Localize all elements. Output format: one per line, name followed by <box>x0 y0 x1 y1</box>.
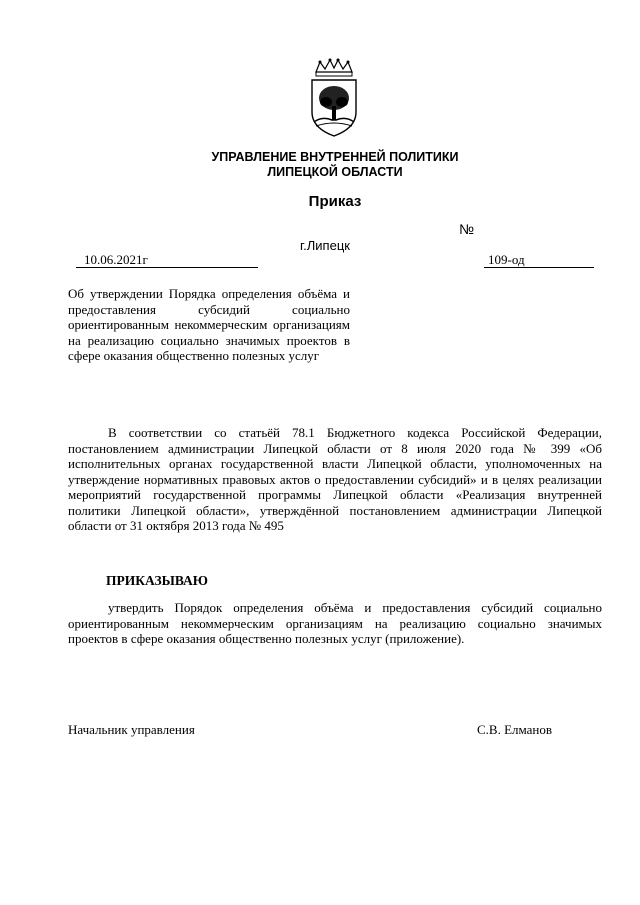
signatory-position: Начальник управления <box>68 722 195 737</box>
order-keyword: ПРИКАЗЫВАЮ <box>106 573 208 588</box>
coat-of-arms-icon <box>302 58 366 138</box>
resolution-paragraph: утвердить Порядок определения объёма и предоставления субсидий социально ориентированным некоммерческим организациям на реализацию социально значимых проектов в сфере оказания общественно полезных услуг (приложение). <box>68 600 602 646</box>
city-label: г.Липецк <box>300 238 350 253</box>
signatory-name: С.В. Елманов <box>477 722 553 737</box>
document-number: 109-од <box>484 252 594 268</box>
number-sign: № <box>459 221 475 237</box>
document-type-title: Приказ <box>308 193 362 210</box>
organization-name-line2: ЛИПЕЦКОЙ ОБЛАСТИ <box>267 165 403 179</box>
preamble-paragraph: В соответствии со статьёй 78.1 Бюджетного кодекса Российской Федерации, постановлением администрации Липецкой области от 8 июля 2020 года № 399 «Об исполнительных органах государственной власти Липецкой области, уполномоченных на утверждение нормативных правовых актов о предоставлении субсидий» и в целях реализации мероприятий государственной программы Липецкой области «Реализация внутренней политики Липецкой области», утверждённой постановлением администрации Липецкой области от 31 октября 2013 года № 495 <box>68 425 602 533</box>
organization-name-line1: УПРАВЛЕНИЕ ВНУТРЕННЕЙ ПОЛИТИКИ <box>211 150 459 164</box>
document-date: 10.06.2021г <box>76 252 258 268</box>
document-subject: Об утверждении Порядка определения объёма и предоставления субсидий социально ориентированным некоммерческим организациям на реализацию социально значимых проектов в сфере оказания общественно полезных услуг <box>68 286 350 363</box>
